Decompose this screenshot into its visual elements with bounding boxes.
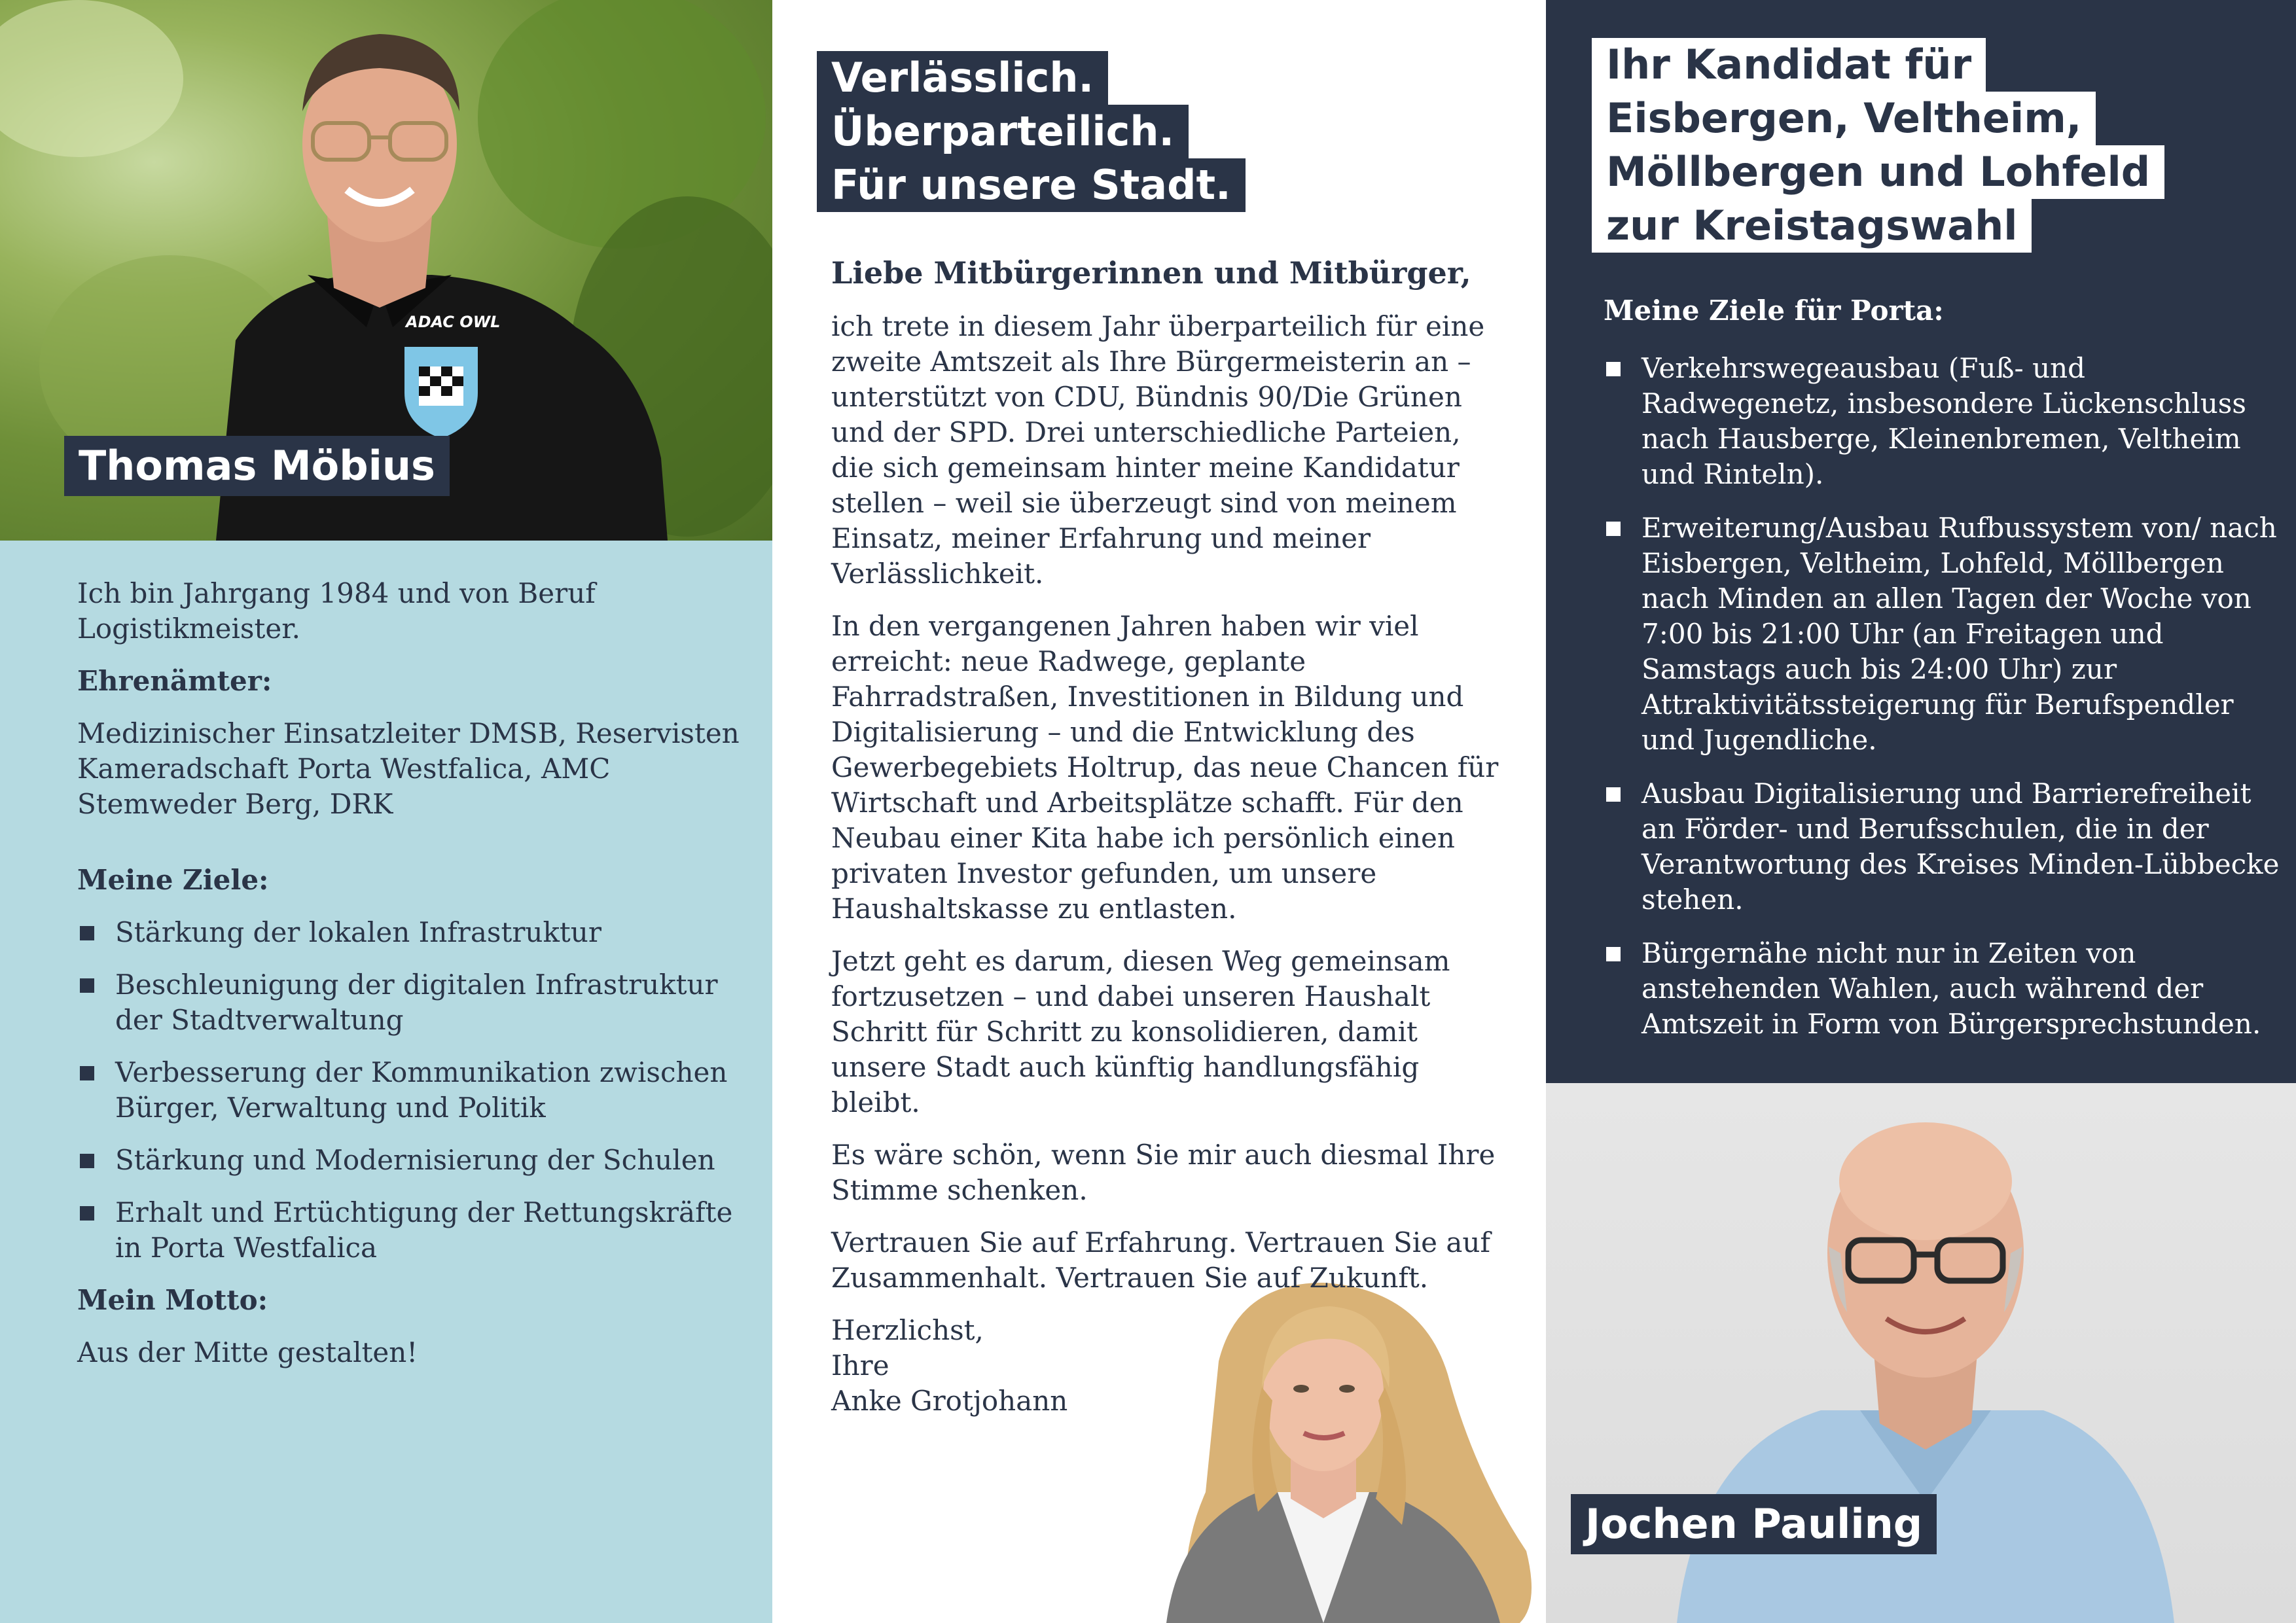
right-goals-block xyxy=(1604,293,2284,1060)
list-item: Erhalt und Ertüchtigung der Rettungskräfte in Porta Westfalica xyxy=(77,1195,758,1266)
honorary-heading: Ehrenämter: xyxy=(77,665,272,697)
letter-salutation: Liebe Mitbürgerinnen und Mitbürger, xyxy=(831,255,1471,291)
name-label-thomas: Thomas Möbius xyxy=(64,436,450,496)
signature-line: Ihre xyxy=(831,1349,889,1382)
list-item: Erweiterung/Ausbau Rufbussystem von/ nach Eisbergen, Veltheim, Lohfeld, Möllbergen nach Minden an allen Tagen der Woche von 7:00 bis 21:00 Uhr (an Freitagen und Samstags auch bis 24:00 Uhr) zur Attraktivitätssteigerung für Berufspendler und Jugendliche. xyxy=(1604,510,2284,758)
intro-text: Ich bin Jahrgang 1984 und von Beruf Logistikmeister. xyxy=(77,577,596,645)
headline-line: Möllbergen und Lohfeld xyxy=(1592,145,2164,199)
right-goals-heading: Meine Ziele für Porta: xyxy=(1604,294,1944,327)
list-item: Stärkung und Modernisierung der Schulen xyxy=(77,1143,758,1178)
left-panel xyxy=(0,0,772,1623)
list-item: Bürgernähe nicht nur in Zeiten von anstehenden Wahlen, auch während der Amtszeit in Form von Bürgersprechstunden. xyxy=(1604,936,2284,1042)
headline-line: zur Kreistagswahl xyxy=(1592,199,2032,253)
headline-line: Ihr Kandidat für xyxy=(1592,38,1986,92)
left-text-block xyxy=(77,576,758,1387)
motto-text: Aus der Mitte gestalten! xyxy=(77,1336,418,1368)
letter-paragraph: In den vergangenen Jahren haben wir viel erreicht: neue Radwege, geplante Fahrradstraßen, Investitionen in Bildung und Digitalisierung – und die Entwicklung des Gewerbegebiets Holtrup, das neue Chancen für Wirtschaft und Arbeitsplätze schafft. Für den Neubau einer Kita habe ich persönlich einen privaten Investor gefunden, um unsere Haushaltskasse zu entlasten. xyxy=(831,610,1499,925)
middle-headline xyxy=(817,51,1246,212)
left-goals-heading: Meine Ziele: xyxy=(77,864,269,896)
right-info-block xyxy=(1546,0,2296,1083)
motto-heading: Mein Motto: xyxy=(77,1284,268,1316)
right-goals-list xyxy=(1604,351,2284,1042)
name-label-jochen: Jochen Pauling xyxy=(1571,1494,1937,1554)
left-goals-list xyxy=(77,915,758,1266)
list-item: Verkehrswegeausbau (Fuß- und Radwegenetz, insbesondere Lückenschluss nach Hausberge, Kleinenbremen, Veltheim und Rinteln). xyxy=(1604,351,2284,492)
headline-line: Verlässlich. xyxy=(817,51,1108,105)
list-item: Verbesserung der Kommunikation zwischen Bürger, Verwaltung und Politik xyxy=(77,1055,758,1126)
list-item: Ausbau Digitalisierung und Barrierefreiheit an Förder- und Berufsschulen, die in der Verantwortung des Kreises Minden-Lübbecke stehen. xyxy=(1604,776,2284,918)
signature-line: Herzlichst, xyxy=(831,1314,984,1346)
honorary-text: Medizinischer Einsatzleiter DMSB, Reservisten Kameradschaft Porta Westfalica, AMC Stemweder Berg, DRK xyxy=(77,717,740,820)
letter-signature xyxy=(831,1313,1499,1419)
right-headline xyxy=(1592,38,2164,253)
letter-paragraph: ich trete in diesem Jahr überparteilich für eine zweite Amtszeit als Ihre Bürgermeisterin an – unterstützt von CDU, Bündnis 90/Die Grünen und der SPD. Drei unterschiedliche Parteien, die sich gemeinsam hinter meine Kandidatur stellen – weil sie überzeugt sind von meinem Einsatz, meiner Erfahrung und meiner Verlässlichkeit. xyxy=(831,310,1485,590)
headline-line: Eisbergen, Veltheim, xyxy=(1592,92,2096,145)
signature-name: Anke Grotjohann xyxy=(831,1385,1068,1417)
headline-line: Für unsere Stadt. xyxy=(817,158,1246,212)
shirt-print-text: ADAC OWL xyxy=(406,313,501,331)
list-item: Beschleunigung der digitalen Infrastruktur der Stadtverwaltung xyxy=(77,967,758,1038)
letter-paragraph: Vertrauen Sie auf Erfahrung. Vertrauen Sie auf Zusammenhalt. Vertrauen Sie auf Zukunft. xyxy=(831,1226,1490,1294)
letter-body xyxy=(831,255,1499,1419)
headline-line: Überparteilich. xyxy=(817,105,1189,158)
letter-paragraph: Es wäre schön, wenn Sie mir auch diesmal Ihre Stimme schenken. xyxy=(831,1139,1496,1206)
right-panel xyxy=(1546,0,2296,1623)
list-item: Stärkung der lokalen Infrastruktur xyxy=(77,915,758,950)
letter-paragraph: Jetzt geht es darum, diesen Weg gemeinsam fortzusetzen – und dabei unseren Haushalt Schritt für Schritt zu konsolidieren, damit unsere Stadt auch künftig handlungsfähig bleibt. xyxy=(831,945,1450,1118)
